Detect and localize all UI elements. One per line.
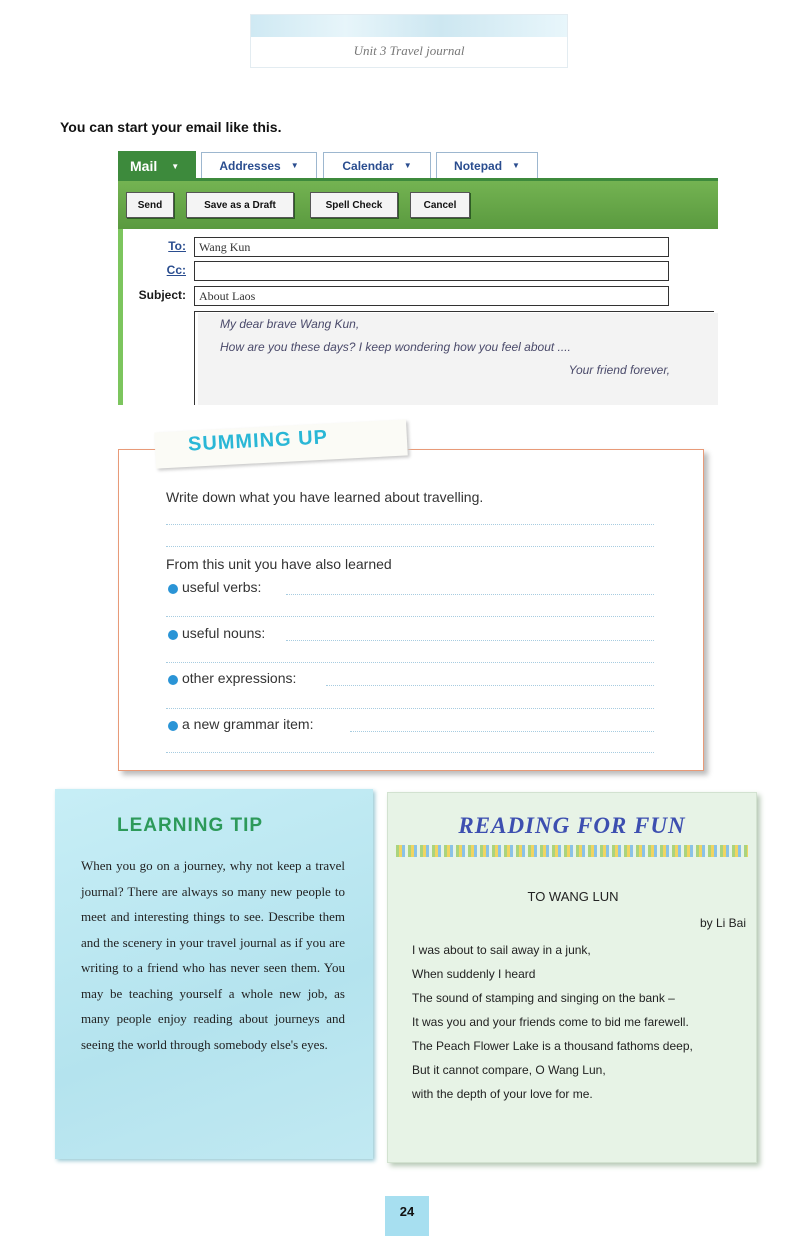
subject-label: Subject:: [138, 288, 186, 302]
tab-addresses[interactable]: [201, 152, 317, 178]
chevron-down-icon[interactable]: ▼: [290, 161, 299, 170]
page-number: 24: [399, 1204, 415, 1219]
answer-line[interactable]: [166, 752, 654, 753]
cancel-button[interactable]: Cancel: [410, 192, 470, 218]
poem-line: The sound of stamping and singing on the bank –: [412, 991, 675, 1005]
tab-notepad-label: Notepad: [454, 158, 503, 173]
cc-field[interactable]: [194, 261, 669, 281]
body-line: How are you these days? I keep wondering how you feel about ....: [220, 340, 571, 354]
poem-line: It was you and your friends come to bid me farewell.: [412, 1015, 689, 1029]
subject-field[interactable]: About Laos: [194, 286, 669, 306]
reading-for-fun-title: READING FOR FUN: [458, 813, 686, 838]
tab-mail-label: Mail: [130, 158, 158, 174]
chevron-down-icon[interactable]: ▼: [171, 161, 180, 171]
tab-calendar-label: Calendar: [342, 158, 394, 173]
page-number-box: [385, 1196, 429, 1236]
poem-line: with the depth of your love for me.: [412, 1087, 593, 1101]
save-draft-button[interactable]: Save as a Draft: [186, 192, 294, 218]
tab-addresses-label: Addresses: [219, 158, 281, 173]
poem-line: The Peach Flower Lake is a thousand fathoms deep,: [412, 1039, 693, 1053]
banner-decoration: [251, 15, 567, 37]
to-field[interactable]: Wang Kun: [194, 237, 669, 257]
flower-border: [396, 845, 748, 857]
other-expressions-label: other expressions:: [182, 670, 297, 686]
to-label[interactable]: To:: [168, 239, 186, 253]
poem-line: I was about to sail away in a junk,: [412, 943, 591, 957]
spell-check-button[interactable]: Spell Check: [310, 192, 398, 218]
answer-line[interactable]: [286, 594, 654, 595]
learning-tip-body: When you go on a journey, why not keep a travel journal? There are always so many new people to meet and interesting things to see. Describe them and the scenery in your travel journal as if you are writing to a friend who has never seen them. You may be teaching yourself a whole new job, as many people enjoy reading about journeys and seeing the world through somebody else's eyes.: [81, 858, 345, 1052]
answer-line[interactable]: [286, 640, 654, 641]
answer-line[interactable]: [166, 662, 654, 663]
tab-calendar[interactable]: [323, 152, 431, 178]
intro-text: You can start your email like this.: [60, 119, 282, 135]
chevron-down-icon[interactable]: ▼: [403, 161, 412, 170]
learning-tip-box: [55, 789, 373, 1159]
email-toolbar: [118, 181, 718, 229]
learned-heading: From this unit you have also learned: [166, 556, 392, 572]
tab-mail[interactable]: [118, 151, 196, 181]
unit-title: Unit 3 Travel journal: [353, 43, 465, 58]
summing-up-prompt: Write down what you have learned about travelling.: [166, 489, 484, 505]
reading-for-fun-box: [387, 792, 757, 1163]
bullet-icon: [168, 630, 178, 640]
send-button[interactable]: Send: [126, 192, 174, 218]
tab-notepad[interactable]: [436, 152, 538, 178]
poem-author: by Li Bai: [699, 916, 746, 930]
summing-up-title: SUMMING UP: [187, 426, 329, 456]
answer-line[interactable]: [166, 524, 654, 525]
answer-line[interactable]: [326, 685, 654, 686]
answer-line[interactable]: [166, 616, 654, 617]
poem-line: But it cannot compare, O Wang Lun,: [412, 1063, 606, 1077]
grammar-item-label: a new grammar item:: [182, 716, 314, 732]
useful-verbs-label: useful verbs:: [182, 579, 262, 595]
compose-area: [118, 229, 718, 405]
cc-label[interactable]: Cc:: [166, 263, 186, 277]
bullet-icon: [168, 721, 178, 731]
body-closing: Your friend forever,: [568, 363, 670, 377]
useful-nouns-label: useful nouns:: [182, 625, 266, 641]
header-banner: [250, 14, 568, 68]
email-client: [118, 151, 718, 405]
bullet-icon: [168, 675, 178, 685]
poem-line: When suddenly I heard: [412, 967, 536, 981]
poem-title: TO WANG LUN: [527, 889, 619, 904]
bullet-icon: [168, 584, 178, 594]
body-greeting: My dear brave Wang Kun,: [220, 317, 360, 331]
answer-line[interactable]: [166, 708, 654, 709]
answer-line[interactable]: [350, 731, 654, 732]
learning-tip-title: LEARNING TIP: [117, 815, 264, 836]
tab-bar: [118, 151, 718, 181]
answer-line[interactable]: [166, 546, 654, 547]
chevron-down-icon[interactable]: ▼: [512, 161, 520, 170]
